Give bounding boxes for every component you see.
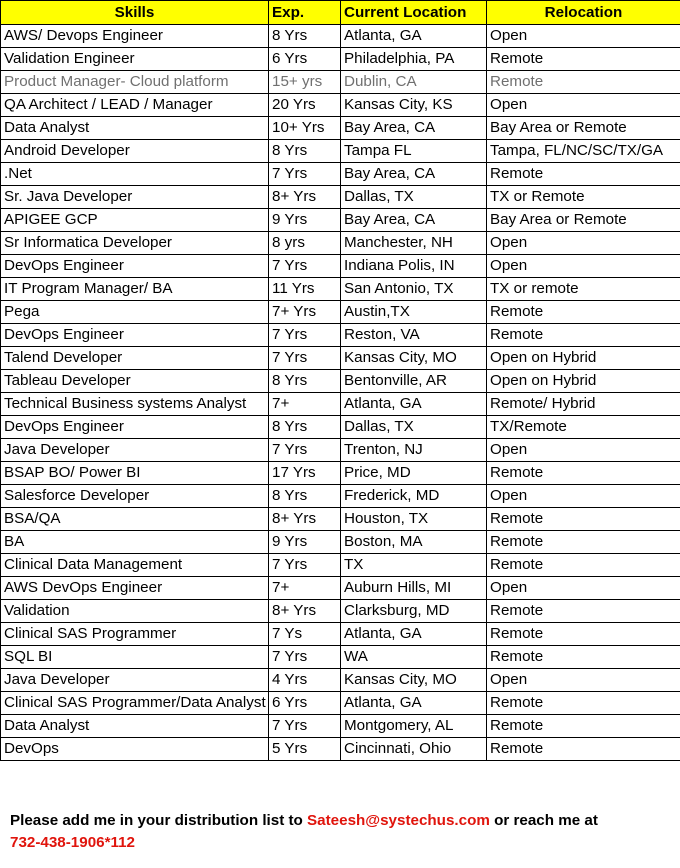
table-row xyxy=(1,324,680,347)
cell-location: Dallas, TX xyxy=(341,186,487,209)
cell-relocation: Open xyxy=(487,439,680,462)
cell-skill: Validation xyxy=(1,600,269,623)
cell-experience: 10+ Yrs xyxy=(269,117,341,140)
cell-skill: IT Program Manager/ BA xyxy=(1,278,269,301)
cell-skill: Tableau Developer xyxy=(1,370,269,393)
cell-location: Atlanta, GA xyxy=(341,393,487,416)
cell-location: Frederick, MD xyxy=(341,485,487,508)
cell-skill: APIGEE GCP xyxy=(1,209,269,232)
cell-experience: 7+ Yrs xyxy=(269,301,341,324)
cell-relocation: Open xyxy=(487,485,680,508)
cell-skill: DevOps Engineer xyxy=(1,255,269,278)
cell-location: WA xyxy=(341,646,487,669)
cell-relocation: Open xyxy=(487,255,680,278)
cell-location: Bay Area, CA xyxy=(341,209,487,232)
table-row xyxy=(1,646,680,669)
cell-skill: Data Analyst xyxy=(1,117,269,140)
cell-skill: Sr. Java Developer xyxy=(1,186,269,209)
cell-location: Auburn Hills, MI xyxy=(341,577,487,600)
table-row xyxy=(1,577,680,600)
table-row xyxy=(1,485,680,508)
cell-relocation: Remote xyxy=(487,646,680,669)
cell-experience: 7 Yrs xyxy=(269,439,341,462)
cell-skill: Clinical SAS Programmer/Data Analyst xyxy=(1,692,269,715)
table-row xyxy=(1,186,680,209)
header-skills: Skills xyxy=(1,1,269,25)
cell-skill: Data Analyst xyxy=(1,715,269,738)
table-row xyxy=(1,232,680,255)
cell-skill: Android Developer xyxy=(1,140,269,163)
cell-relocation: Open xyxy=(487,232,680,255)
cell-relocation: Remote xyxy=(487,462,680,485)
footer-suffix: or reach me at xyxy=(489,812,598,829)
cell-location: Houston, TX xyxy=(341,508,487,531)
footer-prefix: Please add me in your distribution list to xyxy=(10,812,308,829)
cell-skill: QA Architect / LEAD / Manager xyxy=(1,94,269,117)
cell-experience: 7+ xyxy=(269,577,341,600)
cell-experience: 8 Yrs xyxy=(269,416,341,439)
footer-contact xyxy=(10,810,598,854)
table-row xyxy=(1,71,680,94)
table-row xyxy=(1,439,680,462)
cell-experience: 11 Yrs xyxy=(269,278,341,301)
cell-experience: 20 Yrs xyxy=(269,94,341,117)
cell-experience: 8 yrs xyxy=(269,232,341,255)
cell-relocation: Remote xyxy=(487,554,680,577)
cell-relocation: Bay Area or Remote xyxy=(487,117,680,140)
cell-location: Kansas City, KS xyxy=(341,94,487,117)
table-body xyxy=(1,25,680,761)
cell-skill: Clinical Data Management xyxy=(1,554,269,577)
table-row xyxy=(1,117,680,140)
table-row xyxy=(1,48,680,71)
cell-location: Austin,TX xyxy=(341,301,487,324)
cell-experience: 17 Yrs xyxy=(269,462,341,485)
cell-relocation: Bay Area or Remote xyxy=(487,209,680,232)
table-row xyxy=(1,623,680,646)
cell-skill: Validation Engineer xyxy=(1,48,269,71)
cell-relocation: Remote xyxy=(487,324,680,347)
table-row xyxy=(1,347,680,370)
table-row xyxy=(1,255,680,278)
cell-relocation: Remote xyxy=(487,301,680,324)
table-row xyxy=(1,301,680,324)
cell-location: Montgomery, AL xyxy=(341,715,487,738)
cell-location: Bay Area, CA xyxy=(341,163,487,186)
header-experience: Exp. xyxy=(269,1,341,25)
table-row xyxy=(1,416,680,439)
table-header-row xyxy=(1,1,680,25)
cell-relocation: TX/Remote xyxy=(487,416,680,439)
cell-experience: 7 Yrs xyxy=(269,554,341,577)
cell-location: Tampa FL xyxy=(341,140,487,163)
cell-location: Atlanta, GA xyxy=(341,692,487,715)
cell-skill: Clinical SAS Programmer xyxy=(1,623,269,646)
table-row xyxy=(1,531,680,554)
cell-skill: SQL BI xyxy=(1,646,269,669)
table-row xyxy=(1,25,680,48)
cell-skill: Technical Business systems Analyst xyxy=(1,393,269,416)
cell-experience: 8 Yrs xyxy=(269,485,341,508)
cell-experience: 7 Ys xyxy=(269,623,341,646)
cell-location: Reston, VA xyxy=(341,324,487,347)
cell-skill: BSA/QA xyxy=(1,508,269,531)
cell-relocation: Open xyxy=(487,25,680,48)
table-row xyxy=(1,669,680,692)
cell-relocation: TX or remote xyxy=(487,278,680,301)
cell-relocation: Open xyxy=(487,669,680,692)
cell-experience: 8+ Yrs xyxy=(269,508,341,531)
cell-skill: DevOps Engineer xyxy=(1,324,269,347)
cell-relocation: Remote/ Hybrid xyxy=(487,393,680,416)
contact-phone[interactable]: 732-438-1906*112 xyxy=(10,834,135,851)
cell-experience: 8 Yrs xyxy=(269,370,341,393)
table-row xyxy=(1,554,680,577)
table-row xyxy=(1,163,680,186)
cell-relocation: Remote xyxy=(487,48,680,71)
cell-location: Clarksburg, MD xyxy=(341,600,487,623)
table-row xyxy=(1,140,680,163)
table-row xyxy=(1,738,680,761)
table-row xyxy=(1,278,680,301)
cell-experience: 7 Yrs xyxy=(269,163,341,186)
cell-location: Kansas City, MO xyxy=(341,347,487,370)
cell-location: Philadelphia, PA xyxy=(341,48,487,71)
cell-skill: Salesforce Developer xyxy=(1,485,269,508)
cell-experience: 5 Yrs xyxy=(269,738,341,761)
cell-relocation: Open on Hybrid xyxy=(487,370,680,393)
cell-relocation: TX or Remote xyxy=(487,186,680,209)
cell-relocation: Remote xyxy=(487,623,680,646)
cell-location: Kansas City, MO xyxy=(341,669,487,692)
cell-location: Dallas, TX xyxy=(341,416,487,439)
cell-skill: Pega xyxy=(1,301,269,324)
cell-experience: 9 Yrs xyxy=(269,531,341,554)
cell-location: TX xyxy=(341,554,487,577)
cell-experience: 7 Yrs xyxy=(269,646,341,669)
cell-experience: 7 Yrs xyxy=(269,255,341,278)
cell-experience: 8 Yrs xyxy=(269,25,341,48)
cell-experience: 8+ Yrs xyxy=(269,600,341,623)
cell-relocation: Open on Hybrid xyxy=(487,347,680,370)
cell-skill: Java Developer xyxy=(1,669,269,692)
cell-relocation: Remote xyxy=(487,71,680,94)
cell-skill: DevOps xyxy=(1,738,269,761)
cell-skill: DevOps Engineer xyxy=(1,416,269,439)
cell-experience: 6 Yrs xyxy=(269,48,341,71)
cell-location: Manchester, NH xyxy=(341,232,487,255)
cell-location: Bay Area, CA xyxy=(341,117,487,140)
cell-location: Atlanta, GA xyxy=(341,623,487,646)
table-row xyxy=(1,715,680,738)
cell-location: Dublin, CA xyxy=(341,71,487,94)
cell-experience: 7 Yrs xyxy=(269,715,341,738)
cell-location: Cincinnati, Ohio xyxy=(341,738,487,761)
table-row xyxy=(1,393,680,416)
cell-skill: Java Developer xyxy=(1,439,269,462)
footer-line-1 xyxy=(10,810,598,832)
cell-location: Indiana Polis, IN xyxy=(341,255,487,278)
cell-relocation: Open xyxy=(487,94,680,117)
cell-location: San Antonio, TX xyxy=(341,278,487,301)
cell-experience: 9 Yrs xyxy=(269,209,341,232)
cell-experience: 15+ yrs xyxy=(269,71,341,94)
cell-skill: Talend Developer xyxy=(1,347,269,370)
cell-relocation: Remote xyxy=(487,738,680,761)
table-row xyxy=(1,600,680,623)
cell-skill: Sr Informatica Developer xyxy=(1,232,269,255)
cell-location: Boston, MA xyxy=(341,531,487,554)
contact-email[interactable]: Sateesh@systechus.com xyxy=(307,812,490,829)
cell-relocation: Remote xyxy=(487,508,680,531)
table-row xyxy=(1,94,680,117)
cell-relocation: Remote xyxy=(487,531,680,554)
table-row xyxy=(1,692,680,715)
cell-experience: 8 Yrs xyxy=(269,140,341,163)
cell-relocation: Remote xyxy=(487,163,680,186)
table-row xyxy=(1,209,680,232)
cell-skill: BSAP BO/ Power BI xyxy=(1,462,269,485)
cell-skill: .Net xyxy=(1,163,269,186)
cell-experience: 7 Yrs xyxy=(269,324,341,347)
header-relocation: Relocation xyxy=(487,1,680,25)
cell-experience: 4 Yrs xyxy=(269,669,341,692)
cell-location: Trenton, NJ xyxy=(341,439,487,462)
cell-relocation: Remote xyxy=(487,692,680,715)
cell-relocation: Open xyxy=(487,577,680,600)
cell-relocation: Remote xyxy=(487,600,680,623)
header-current-location: Current Location xyxy=(341,1,487,25)
cell-skill: AWS DevOps Engineer xyxy=(1,577,269,600)
cell-location: Bentonville, AR xyxy=(341,370,487,393)
cell-relocation: Tampa, FL/NC/SC/TX/GA xyxy=(487,140,680,163)
table-row xyxy=(1,508,680,531)
cell-skill: AWS/ Devops Engineer xyxy=(1,25,269,48)
cell-experience: 8+ Yrs xyxy=(269,186,341,209)
cell-skill: BA xyxy=(1,531,269,554)
cell-location: Atlanta, GA xyxy=(341,25,487,48)
cell-location: Price, MD xyxy=(341,462,487,485)
cell-experience: 6 Yrs xyxy=(269,692,341,715)
table-row xyxy=(1,370,680,393)
cell-experience: 7+ xyxy=(269,393,341,416)
cell-relocation: Remote xyxy=(487,715,680,738)
cell-skill: Product Manager- Cloud platform xyxy=(1,71,269,94)
table-row xyxy=(1,462,680,485)
cell-experience: 7 Yrs xyxy=(269,347,341,370)
